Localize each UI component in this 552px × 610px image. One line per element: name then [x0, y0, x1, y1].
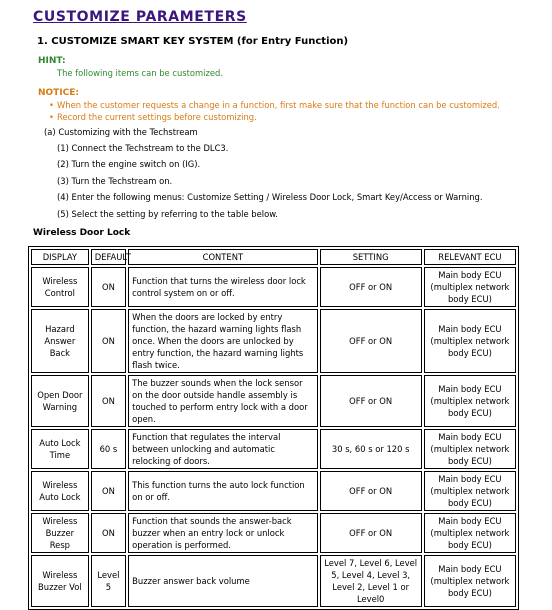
section-title: 1. CUSTOMIZE SMART KEY SYSTEM (for Entry Function) — [37, 36, 349, 47]
header-relevant-ecu: RELEVANT ECU — [424, 249, 516, 265]
notice-item: • When the customer requests a change in a function, first make sure that the function can be customized. — [49, 100, 500, 110]
cell-setting: Level 7, Level 6, Level 5, Level 4, Level 3, Level 2, Level 1 or Level0 — [320, 555, 422, 607]
cell-setting: OFF or ON — [320, 375, 422, 427]
table-row — [31, 471, 516, 511]
hint-label: HINT: — [38, 56, 66, 66]
table-row — [31, 429, 516, 469]
cell-ecu: Main body ECU (multiplex network body ECU) — [424, 309, 516, 373]
table-row — [31, 267, 516, 307]
table-row — [31, 375, 516, 427]
table-row — [31, 513, 516, 553]
cell-default: ON — [91, 309, 126, 373]
header-display: DISPLAY — [31, 249, 89, 265]
cell-setting: OFF or ON — [320, 471, 422, 511]
cell-ecu: Main body ECU (multiplex network body ECU) — [424, 429, 516, 469]
table-header-row — [31, 249, 516, 265]
cell-ecu: Main body ECU (multiplex network body ECU) — [424, 555, 516, 607]
page-title: CUSTOMIZE PARAMETERS — [33, 9, 247, 25]
procedure-step: (2) Turn the engine switch on (IG). — [57, 159, 201, 169]
cell-display: Hazard Answer Back — [31, 309, 89, 373]
header-setting: SETTING — [320, 249, 422, 265]
cell-content: Function that sounds the answer-back buzzer when an entry lock or unlock operation is performed. — [128, 513, 317, 553]
bullet-icon: • — [49, 111, 54, 122]
cell-display: Wireless Buzzer Resp — [31, 513, 89, 553]
cell-display: Wireless Buzzer Vol — [31, 555, 89, 607]
cell-default: ON — [91, 267, 126, 307]
cell-setting: OFF or ON — [320, 267, 422, 307]
cell-ecu: Main body ECU (multiplex network body ECU) — [424, 471, 516, 511]
cell-default: Level 5 — [91, 555, 126, 607]
customize-table — [28, 246, 519, 610]
cell-display: Wireless Auto Lock — [31, 471, 89, 511]
cell-default: 60 s — [91, 429, 126, 469]
table-row — [31, 309, 516, 373]
cell-content: When the doors are locked by entry function, the hazard warning lights flash once. When the doors are unlocked by entry function, the hazard warning lights flash twice. — [128, 309, 317, 373]
cell-content: Function that regulates the interval between unlocking and automatic relocking of doors. — [128, 429, 317, 469]
cell-content: The buzzer sounds when the lock sensor on the door outside handle assembly is touched to perform entry lock with a door open. — [128, 375, 317, 427]
cell-content: Buzzer answer back volume — [128, 555, 317, 607]
cell-default: ON — [91, 513, 126, 553]
cell-display: Wireless Control — [31, 267, 89, 307]
cell-ecu: Main body ECU (multiplex network body ECU) — [424, 513, 516, 553]
notice-label: NOTICE: — [38, 88, 80, 98]
cell-setting: OFF or ON — [320, 309, 422, 373]
cell-content: Function that turns the wireless door lock control system on or off. — [128, 267, 317, 307]
cell-setting: OFF or ON — [320, 513, 422, 553]
hint-text: The following items can be customized. — [57, 68, 224, 78]
cell-display: Open Door Warning — [31, 375, 89, 427]
cell-content: This function turns the auto lock function on or off. — [128, 471, 317, 511]
cell-default: ON — [91, 471, 126, 511]
cell-display: Auto Lock Time — [31, 429, 89, 469]
cell-default: ON — [91, 375, 126, 427]
notice-list — [49, 100, 500, 123]
bullet-icon: • — [49, 100, 54, 110]
table-row — [31, 555, 516, 607]
cell-ecu: Main body ECU (multiplex network body ECU) — [424, 267, 516, 307]
header-default: DEFAULT — [91, 249, 126, 265]
notice-item: • Record the current settings before customizing. — [49, 111, 257, 122]
procedure-step: (3) Turn the Techstream on. — [57, 176, 173, 186]
cell-ecu: Main body ECU (multiplex network body ECU) — [424, 375, 516, 427]
procedure-step: (1) Connect the Techstream to the DLC3. — [57, 143, 229, 153]
procedure-heading: (a) Customizing with the Techstream — [44, 127, 198, 137]
procedure-step: (4) Enter the following menus: Customize Setting / Wireless Door Lock, Smart Key/Access or Warning. — [57, 192, 483, 202]
cell-setting: 30 s, 60 s or 120 s — [320, 429, 422, 469]
table-title: Wireless Door Lock — [33, 228, 131, 238]
procedure-step: (5) Select the setting by referring to the table below. — [57, 209, 278, 219]
header-content: CONTENT — [128, 249, 317, 265]
